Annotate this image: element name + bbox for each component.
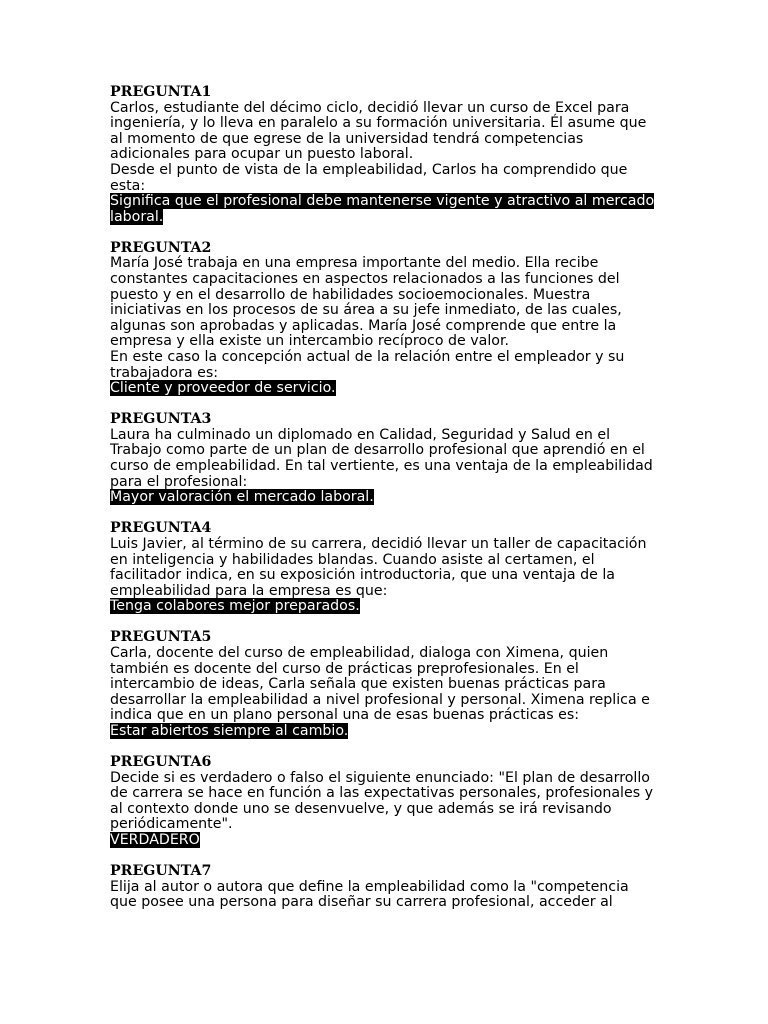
question-7 bbox=[110, 864, 670, 911]
answer-highlight bbox=[110, 381, 670, 397]
answer-highlight bbox=[110, 833, 670, 849]
answer-highlight bbox=[110, 724, 670, 740]
answer-highlight bbox=[110, 194, 670, 225]
answer-text: Tenga colabores mejor preparados. bbox=[110, 598, 360, 615]
question-title: PREGUNTA1 bbox=[110, 84, 212, 100]
question-title: PREGUNTA6 bbox=[110, 754, 212, 771]
document-content bbox=[110, 85, 670, 926]
question-3 bbox=[110, 412, 670, 506]
answer-text: Mayor valoración el mercado laboral. bbox=[110, 489, 374, 506]
question-text: Carla, docente del curso de empleabilidad, dialoga con Ximena, quien también es docente del curso de prácticas preprofesionales. En el intercambio de ideas, Carla señala que existen buenas prácticas para desarrollar la empleabilidad a nivel profesional y personal. Ximena replica e indica que en un plano personal una de esas buenas prácticas es: bbox=[110, 645, 650, 724]
question-title: PREGUNTA7 bbox=[110, 863, 212, 880]
question-text: María José trabaja en una empresa importante del medio. Ella recibe constantes capacitaciones en aspectos relacionados a las funciones del puesto y en el desarrollo de habilidades socioemocionales. Muestra iniciativas en los procesos de su área a su jefe inmediato, de las cuales, algunas son aprobadas y aplicadas. María José comprende que entre la empresa y ella existe un intercambio recíproco de valor. En este caso la concepción actual de la relación entre el empleador y su trabajadora es: bbox=[110, 255, 625, 381]
question-text: Decide si es verdadero o falso el siguiente enunciado: "El plan de desarrollo de carrera se hace en función a las expectativas personales, profesionales y al contexto donde uno se desenvuelve, y que además se irá revisando periódicamente". bbox=[110, 769, 654, 833]
question-title: PREGUNTA2 bbox=[110, 239, 212, 256]
answer-highlight bbox=[110, 490, 670, 506]
question-text: Elija al autor o autora que define la empleabilidad como la "competencia que posee una persona para diseñar su carrera profesional, acceder al bbox=[110, 878, 629, 911]
answer-text: Significa que el profesional debe mantenerse vigente y atractivo al mercado laboral. bbox=[110, 193, 655, 225]
question-title: PREGUNTA4 bbox=[110, 520, 212, 537]
answer-text: Estar abiertos siempre al cambio. bbox=[110, 722, 349, 739]
question-title: PREGUNTA5 bbox=[110, 629, 212, 646]
question-4 bbox=[110, 521, 670, 615]
answer-highlight bbox=[110, 599, 670, 615]
question-text: Carlos, estudiante del décimo ciclo, decidió llevar un curso de Excel para ingeniería, y lo lleva en paralelo a su formación universitaria. Él asume que al momento de que egrese de la universidad tendrá competencias adicionales para ocupar un puesto laboral. Desde el punto de vista de la empleabilidad, Carlos ha comprendido que esta: bbox=[110, 99, 647, 194]
question-5 bbox=[110, 630, 670, 739]
question-6 bbox=[110, 755, 670, 849]
question-2 bbox=[110, 241, 670, 397]
question-text: Laura ha culminado un diplomado en Calidad, Seguridad y Salud en el Trabajo como parte de un plan de desarrollo profesional que aprendió en el curso de empleabilidad. En tal vertiente, es una ventaja de la empleabilidad para el profesional: bbox=[110, 426, 653, 490]
answer-text: Cliente y proveedor de servicio. bbox=[110, 380, 336, 397]
answer-text: VERDADERO bbox=[110, 832, 200, 849]
question-title: PREGUNTA3 bbox=[110, 411, 212, 428]
question-text: Luis Javier, al término de su carrera, decidió llevar un taller de capacitación en inteligencia y habilidades blandas. Cuando asiste al certamen, el facilitador indica, en su exposición introductoria, que una ventaja de la empleabilidad para la empresa es que: bbox=[110, 535, 647, 599]
question-1 bbox=[110, 85, 670, 225]
